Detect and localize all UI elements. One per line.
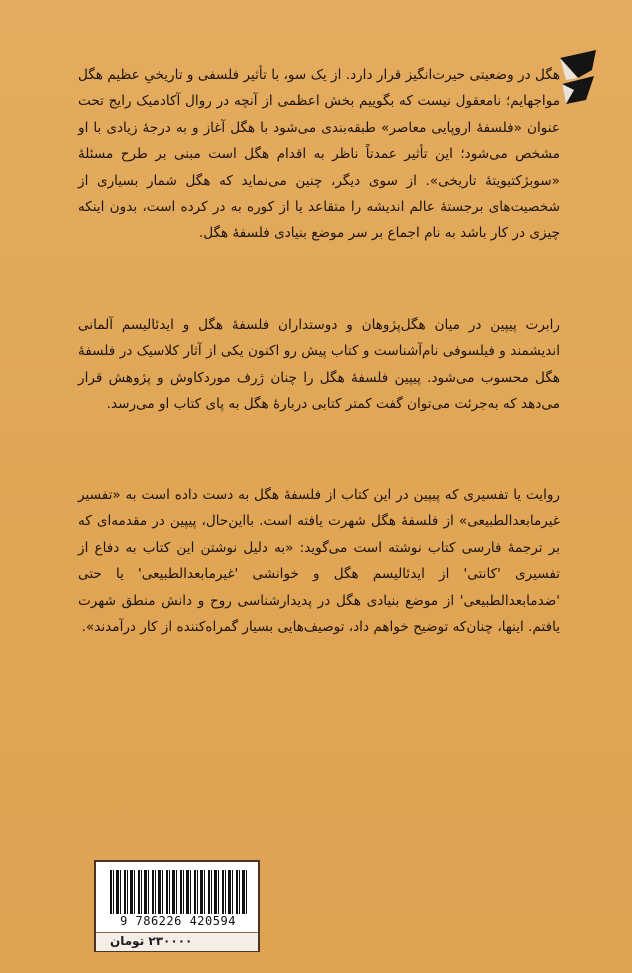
price-band [96,932,258,951]
paragraph-text: روایت یا تفسیری که پیپین در این کتاب از فلسفهٔ هگل به دست داده است به «تفسیر غیرمابعدالطبیعی» از فلسفهٔ هگل شهرت یافته است. بااین‌حال، پیپین در مقدمه‌ای که بر ترجمهٔ فارسی کتاب نوشته است می‌گوید: «به دلیل نوشتن این کتاب به دفاع از تفسیری 'کانتی' از ایدئالیسم هگل و خوانشی 'غیرمابعدالطبیعی' یا حتی 'ضدمابعدالطبیعی' از موضع بنیادی هگل در پدیدارشناسی روح و دانش منطق شهرت یافتم. اینها، چنان‌که توضیح خواهم داد، توصیف‌هایی بسیار گمراه‌کننده از کار درآمدند». [78,487,560,636]
publisher-logo-icon [556,48,600,106]
isbn-number: 9 786226 420594 [120,914,236,928]
description-paragraph-1 [78,62,560,247]
paragraph-text: هگل در وضعیتی حیرت‌انگیز قرار دارد. از یک سو، با تأثیر فلسفی و تاریخیِ عظیم هگل مواجهایم؛ نامعقول نیست که بگوییم بخش اعظمی از آنچه در روال آکادمیک رایج تحت عنوان «فلسفهٔ اروپایی معاصر» طبقه‌بندی می‌شود با هگل آغاز و به درجهٔ زیادی با او مشخص می‌شود؛ این تأثیر عمدتاً ناظر به اقدام هگل است مبنی بر طرح مسئلهٔ «سوبژکتیویتهٔ تاریخی». از سوی دیگر، چنین می‌نماید که هگل شمار بسیاری از شخصیت‌های برجستهٔ عالم اندیشه را متقاعد یا از کوره به در کرده است، بدون اینکه چیزی در کار باشد به نام اجماع بر سر موضع بنیادی فلسفهٔ هگل. [78,67,560,242]
description-paragraph-3 [78,482,560,640]
price-text: ۲۳۰۰۰۰ تومان [110,934,193,948]
barcode-icon [110,870,250,914]
description-paragraph-2 [78,312,560,418]
paragraph-text: رابرت پیپین در میان هگل‌پژوهان و دوستداران فلسفهٔ هگل و ایدئالیسم آلمانی اندیشمند و فیلسوفی نام‌آشناست و کتاب پیش رو اکنون یکی از آثار کلاسیک در فلسفهٔ هگل محسوب می‌شود. پیپین فلسفهٔ هگل را چنان ژرف موردکاوش و پژوهش قرار می‌دهد که به‌جرئت می‌توان گفت کمتر کتابی دربارهٔ هگل به پای کتاب او می‌رسد. [78,317,560,413]
barcode-label [94,860,260,952]
